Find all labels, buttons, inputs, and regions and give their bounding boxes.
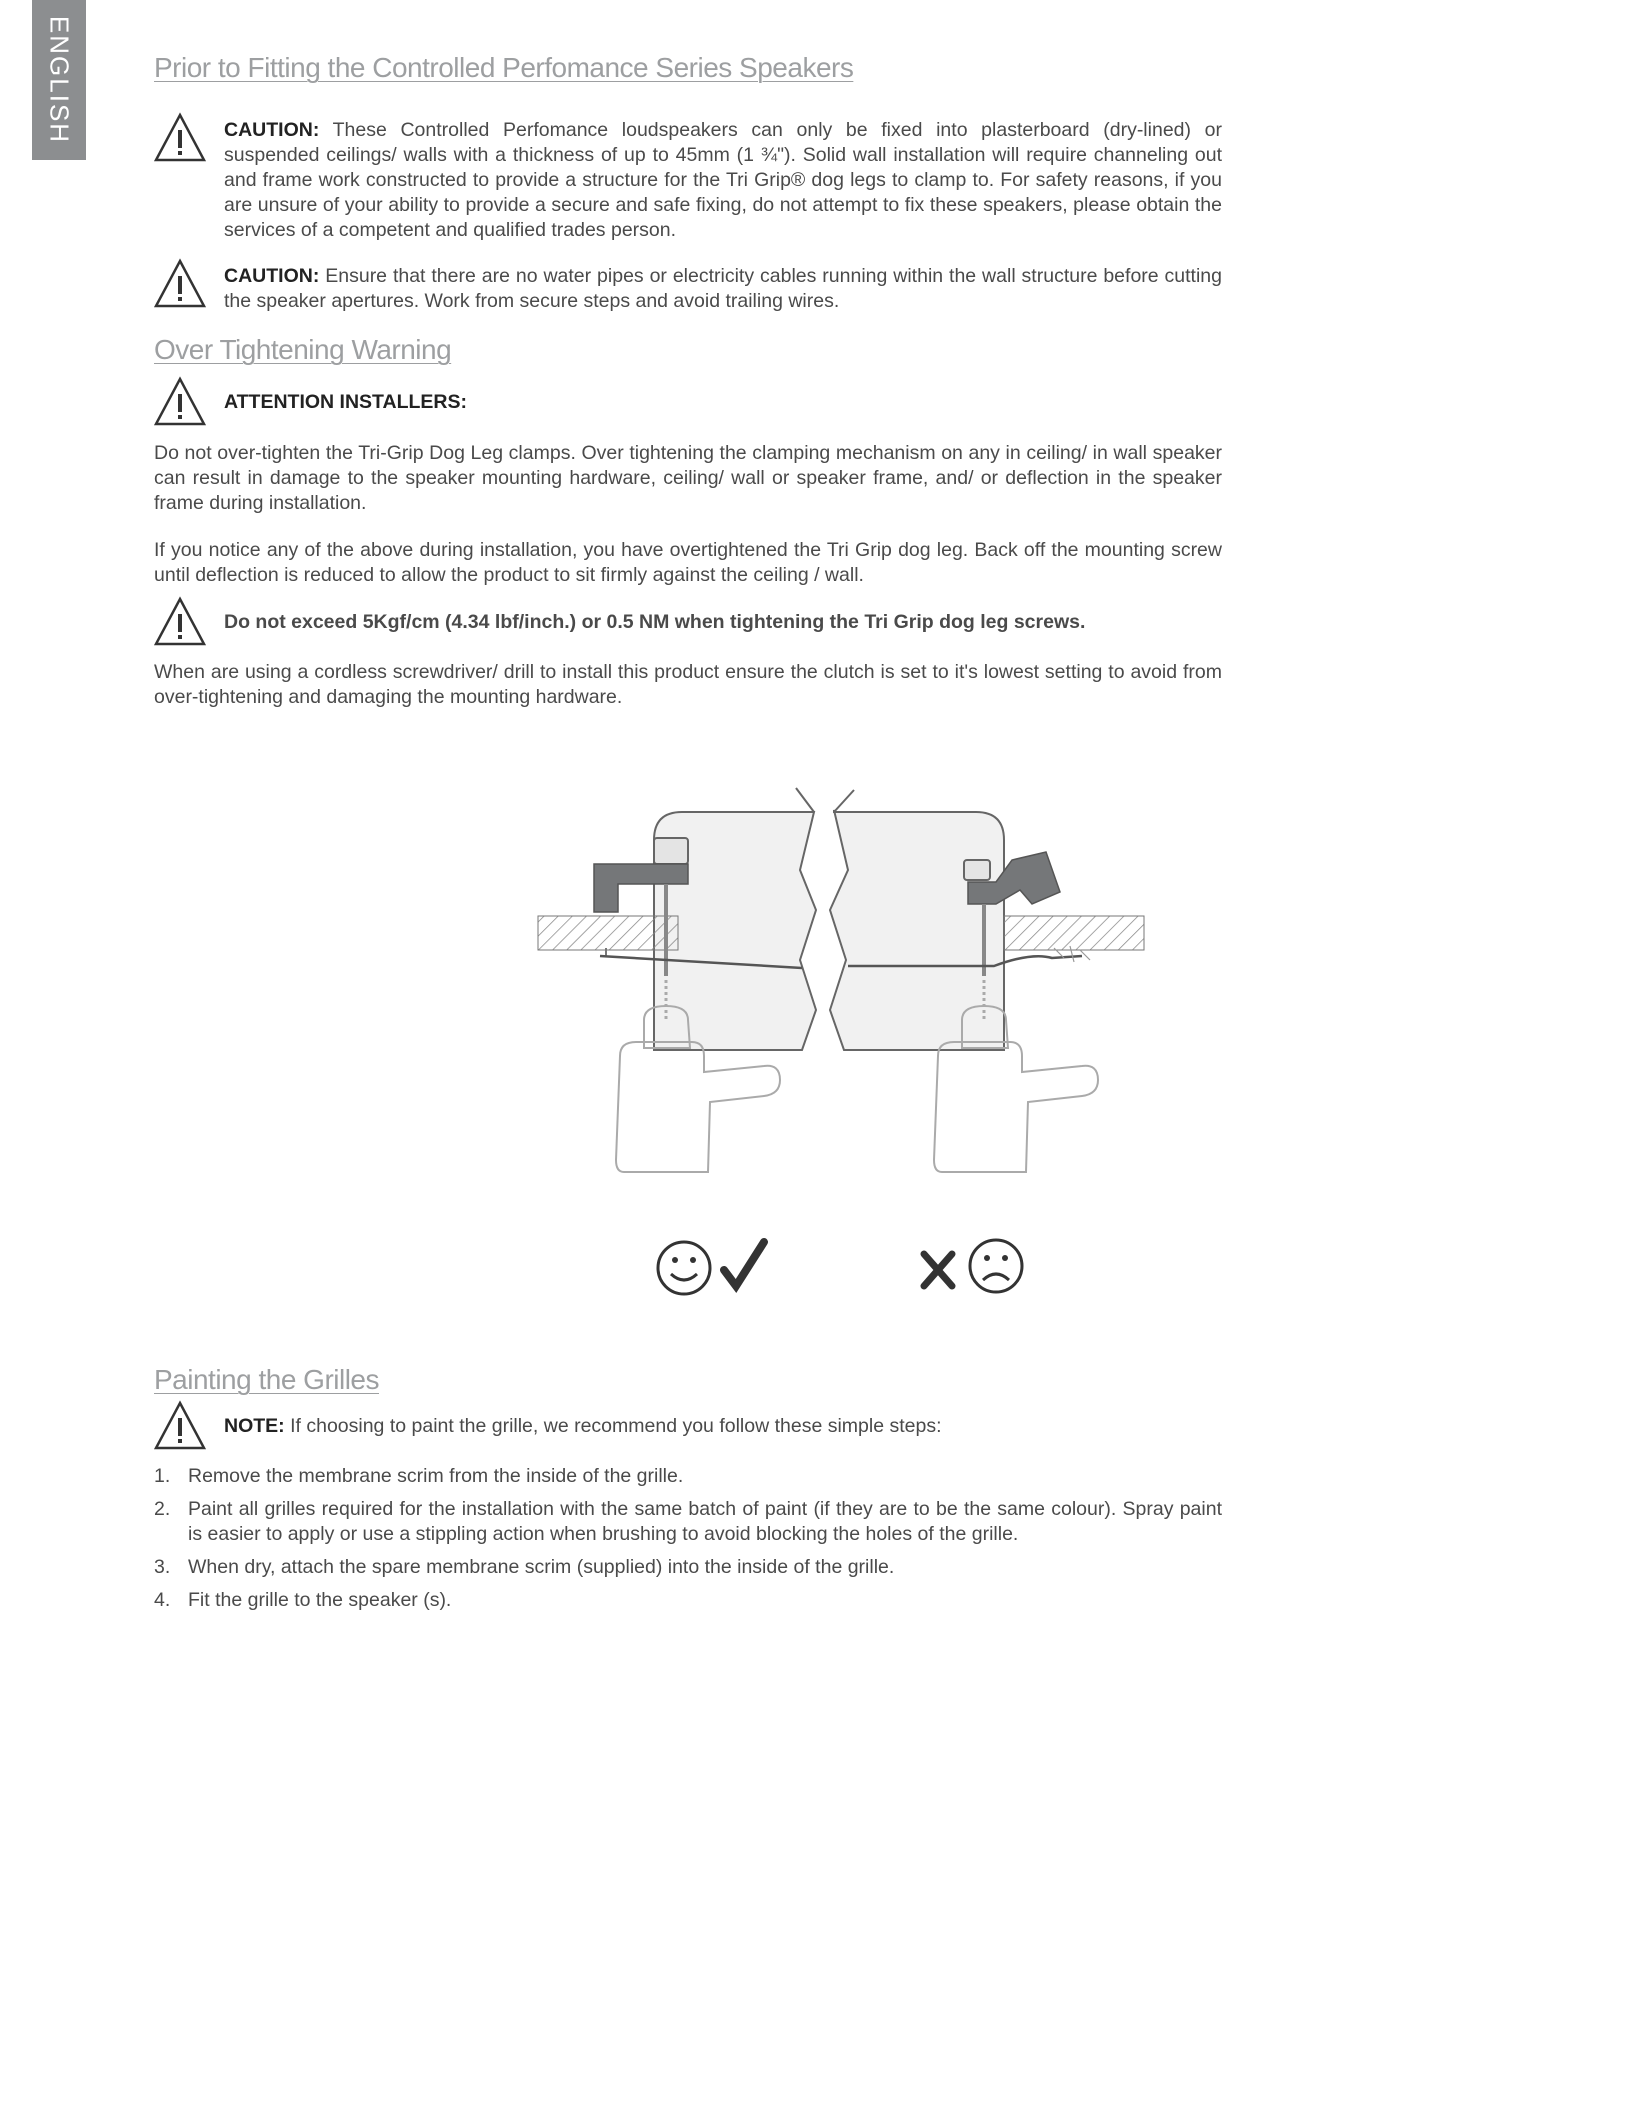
caution-block-2 xyxy=(154,258,1222,318)
paragraph-cordless-drill: When are using a cordless screwdriver/ drill to install this product ensure the clutch is set to it's lowest setting to avoid from over-tightening and damaging the mounting hardware. xyxy=(154,661,1222,708)
torque-warning-block xyxy=(154,596,1222,648)
caution-block-1 xyxy=(154,112,1222,240)
torque-warning-text: Do not exceed 5Kgf/cm (4.34 lbf/inch.) or 0.5 NM when tightening the Tri Grip dog leg screws. xyxy=(224,611,1086,633)
section-heading-prior-fitting: Prior to Fitting the Controlled Perfomance Series Speakers xyxy=(154,52,854,83)
list-item xyxy=(154,1555,1222,1580)
step-number: 1. xyxy=(154,1465,171,1487)
warning-triangle-icon xyxy=(154,1400,206,1452)
caution-label: CAUTION: xyxy=(224,265,320,287)
note-body: If choosing to paint the grille, we recommend you follow these simple steps: xyxy=(284,1415,942,1437)
section-heading-painting: Painting the Grilles xyxy=(154,1364,380,1395)
caution-body: These Controlled Perfomance loudspeakers can only be fixed into plasterboard (dry-lined) or suspended ceilings/ walls with a thickness of up to 45mm (1 ¾"). Solid wall installation will require channeling out and frame work constructed to provide a structure for the Tri Grip® dog legs to clamp to. For safety reasons, if you are unsure of your ability to provide a secure and safe fixing, do not attempt to fix these speakers, please obtain the services of a competent and qualified trades person. xyxy=(224,119,1222,241)
paragraph-over-tighten: Do not over-tighten the Tri-Grip Dog Leg clamps. Over tightening the clamping mechanism on any in ceiling/ in wall speaker can result in damage to the speaker mounting hardware, ceiling/ wall or speaker frame, and/ or deflection in the speaker frame during installation. xyxy=(154,442,1222,514)
caution-body: Ensure that there are no water pipes or electricity cables running within the wall structure before cutting the speaker apertures. Work from secure steps and avoid trailing wires. xyxy=(224,265,1222,312)
check-mark-icon xyxy=(724,1242,764,1286)
step-number: 2. xyxy=(154,1498,171,1520)
attention-text xyxy=(224,390,1222,415)
caution-text-1 xyxy=(224,118,1222,243)
step-text: Fit the grille to the speaker (s). xyxy=(188,1589,452,1611)
attention-block xyxy=(154,376,1222,428)
installation-diagram xyxy=(524,780,1164,1310)
language-tab xyxy=(32,0,86,160)
step-text: When dry, attach the spare membrane scrim (supplied) into the inside of the grille. xyxy=(188,1556,895,1578)
warning-triangle-icon xyxy=(154,258,206,310)
list-item xyxy=(154,1464,1222,1489)
step-number: 3. xyxy=(154,1556,171,1578)
note-text xyxy=(224,1414,1222,1439)
note-label: NOTE: xyxy=(224,1415,285,1437)
list-item xyxy=(154,1497,1222,1547)
step-number: 4. xyxy=(154,1589,171,1611)
sad-face-icon xyxy=(970,1240,1022,1292)
cross-mark-icon xyxy=(924,1254,952,1286)
warning-triangle-icon xyxy=(154,596,206,648)
caution-label: CAUTION: xyxy=(224,119,320,141)
list-item xyxy=(154,1588,1222,1613)
warning-triangle-icon xyxy=(154,112,206,164)
correct-installation-illustration xyxy=(538,788,816,1172)
note-block xyxy=(154,1400,1222,1452)
step-text: Remove the membrane scrim from the inside of the grille. xyxy=(188,1465,684,1487)
section-heading-over-tightening: Over Tightening Warning xyxy=(154,334,452,365)
incorrect-installation-illustration xyxy=(830,790,1144,1172)
paragraph-deflection: If you notice any of the above during installation, you have overtightened the Tri Grip dog leg. Back off the mounting screw until deflection is reduced to allow the product to sit firmly against the ceiling / wall. xyxy=(154,539,1222,586)
attention-label: ATTENTION INSTALLERS: xyxy=(224,391,468,413)
smiley-face-icon xyxy=(658,1242,710,1294)
warning-triangle-icon xyxy=(154,376,206,428)
step-text: Paint all grilles required for the installation with the same batch of paint (if they are to be the same colour). Spray paint is easier to apply or use a stippling action when brushing to avoid blocking the holes of the grille. xyxy=(188,1498,1222,1545)
painting-steps-list xyxy=(154,1464,1222,1621)
caution-text-2 xyxy=(224,264,1222,314)
language-tab-label: ENGLISH xyxy=(44,15,75,145)
